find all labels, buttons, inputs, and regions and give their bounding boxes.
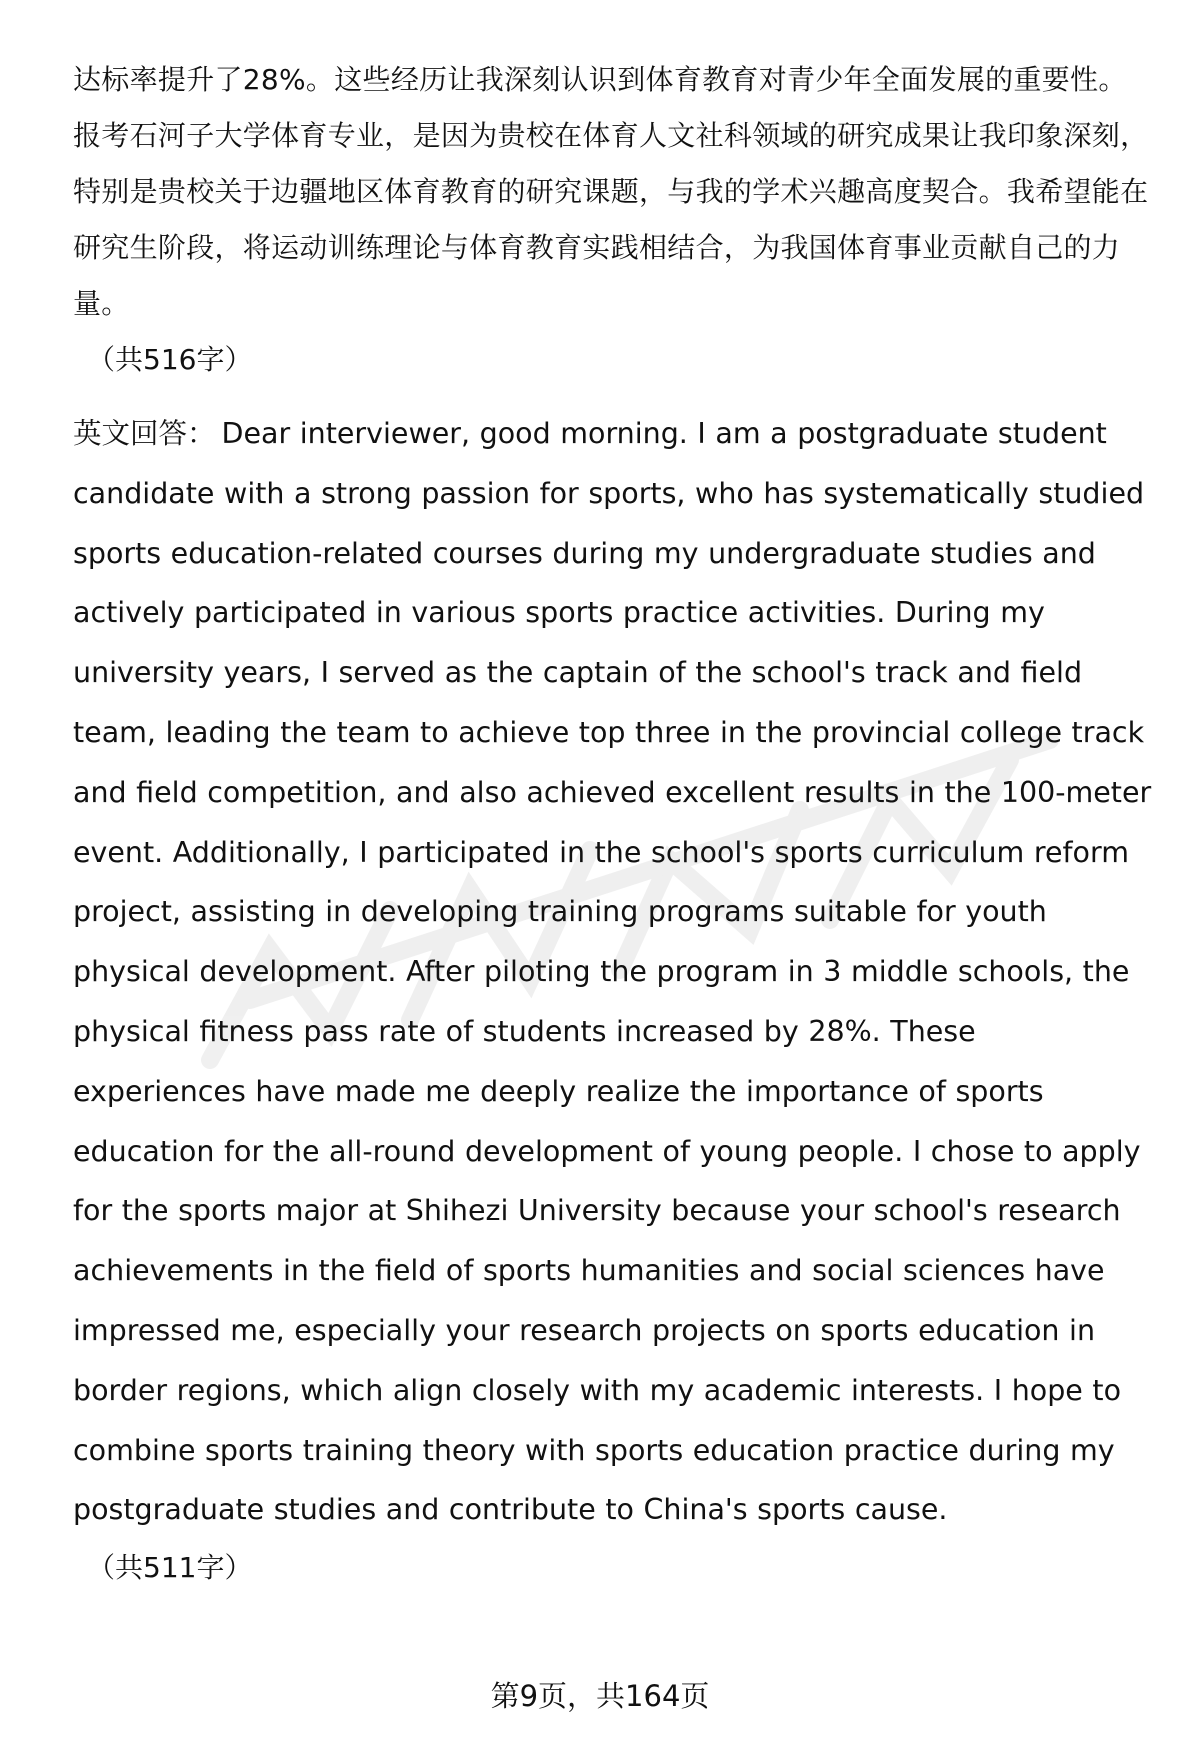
english-word-count: （共511字） bbox=[87, 1551, 253, 1585]
document-body bbox=[73, 52, 1153, 1596]
english-answer-text: Dear interviewer, good morning. I am a postgraduate student candidate with a strong passion for sports, who has systematically studied sports education-related courses during my undergraduate studies and actively participated in various sports practice activities. During my university years, I served as the captain of the school's track and field team, leading the team to achieve top three in the provincial college track and field competition, and also achieved excellent results in the 100-meter event. Additionally, I participated in the school's sports curriculum reform project, assisting in developing training programs suitable for youth physical development. After piloting the program in 3 middle schools, the physical fitness pass rate of students increased by 28%. These experiences have made me deeply realize the importance of sports education for the all-round development of young people. I chose to apply for the sports major at Shihezi University because your school's research achievements in the field of sports humanities and social sciences have impressed me, especially your research projects on sports education in border regions, which align closely with my academic interests. I hope to combine sports training theory with sports education practice during my postgraduate studies and contribute to China's sports cause. bbox=[73, 417, 1152, 1527]
english-answer-label: 英文回答： bbox=[73, 417, 216, 450]
chinese-word-count: （共516字） bbox=[87, 343, 253, 376]
page-number-footer: 第9页，共164页 bbox=[490, 1679, 710, 1713]
english-answer-paragraph bbox=[73, 404, 1153, 1540]
chinese-answer-paragraph: 达标率提升了28%。这些经历让我深刻认识到体育教育对青少年全面发展的重要性。报考石河子大学体育专业，是因为贵校在体育人文社科领域的研究成果让我印象深刻，特别是贵校关于边疆地区体育教育的研究课题，与我的学术兴趣高度契合。我希望能在研究生阶段，将运动训练理论与体育教育实践相结合，为我国体育事业贡献自己的力量。 bbox=[73, 63, 1149, 320]
